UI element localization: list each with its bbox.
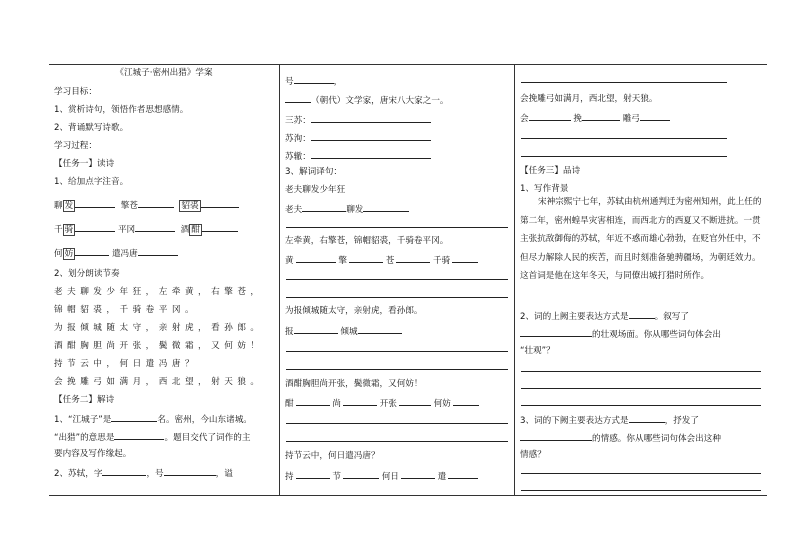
poem-line-5: 持节云中，何日遣冯唐？ — [54, 359, 199, 369]
worksheet-page — [49, 64, 767, 496]
q2-line-4: 2、苏轼，字 ，号 ，谥 — [54, 466, 275, 480]
blank[interactable] — [453, 396, 479, 406]
q3-2-line-2: 的壮观场面。你从哪些词句体会出 — [520, 327, 763, 341]
poem-line-3: 为报倾城随太守，亲射虎，看孙郎。 — [285, 306, 423, 316]
blank[interactable] — [138, 246, 178, 256]
column-left — [49, 65, 280, 495]
era-line: （朝代）文学家，唐宋八大家之一。 — [285, 93, 510, 107]
translate-question: 3、解词译句： — [285, 167, 343, 177]
column-middle — [280, 65, 515, 495]
poem-line-1: 老夫聊发少年狂，左牵黄，右擎苍， — [54, 287, 264, 297]
task2-heading: 【任务二】解诗 — [54, 395, 115, 405]
blank[interactable] — [294, 74, 334, 84]
blank[interactable] — [343, 396, 377, 406]
poem-line-4: 酒酣胸胆尚开张，鬓微霜，又何妨！ — [54, 341, 264, 351]
q3-3-line-2: 的情感。你从哪些词句体会出这种 — [520, 431, 763, 445]
words-line-5: 持 节 何日 遣 — [285, 469, 510, 483]
blank[interactable] — [452, 253, 478, 263]
poem-line-4: 酒酣胸胆尚开张，鬓微霜，又何妨！ — [285, 379, 423, 389]
blank[interactable] — [294, 324, 338, 334]
poem-line-6: 会挽雕弓如满月，西北望，射天狼。 — [54, 377, 264, 387]
answer-line[interactable] — [521, 473, 761, 474]
blank[interactable] — [396, 253, 430, 263]
answer-line[interactable] — [521, 405, 761, 406]
answer-line[interactable] — [286, 369, 508, 370]
answer-line[interactable] — [521, 82, 727, 83]
blank[interactable] — [102, 466, 146, 476]
blank[interactable] — [311, 131, 431, 141]
answer-line[interactable] — [286, 227, 508, 228]
answer-line[interactable] — [521, 138, 727, 139]
answer-line[interactable] — [286, 423, 508, 424]
background-text: 宋神宗熙宁七年，苏轼由杭州通判迁为密州知州，此上任的第二年，密州蝗旱灾害相连，而西北方的西夏又不断进扰。一贯主张抗敌御侮的苏轼，年近不惑而雄心勃勃，在贬官外任中，不但尽力解除人民的疾苦，而且时刻准备驰骋疆场，为朝廷效力。这首词是他在这年冬天，与同僚出城打猎时所作。 — [520, 197, 762, 281]
blank[interactable] — [582, 111, 620, 121]
sansu-line: 三苏： — [285, 113, 510, 127]
answer-line[interactable] — [521, 388, 761, 389]
answer-line[interactable] — [521, 156, 727, 157]
answer-line[interactable] — [521, 490, 761, 491]
words-line-4: 酣 尚 开张 何妨 — [285, 396, 510, 410]
blank[interactable] — [349, 253, 383, 263]
pinyin-row-2: 千 骑 平冈 酒 酣 — [54, 222, 275, 236]
blank[interactable] — [311, 149, 431, 159]
pinyin-row-1: 聊 发 擎苍 貂裘 — [54, 198, 275, 212]
q3-3-line-1: 3、词的下阙主要表达方式是 ，抒发了 — [520, 413, 763, 427]
poem-line-2: 锦帽貂裘，千骑卷平冈。 — [54, 305, 199, 315]
answer-line[interactable] — [286, 441, 508, 442]
dotted-char: 貂裘 — [181, 201, 199, 211]
blank[interactable] — [399, 396, 431, 406]
dotted-char: 发 — [64, 201, 74, 211]
blank[interactable] — [629, 413, 665, 423]
blank[interactable] — [75, 198, 115, 208]
blank[interactable] — [164, 466, 216, 476]
blank[interactable] — [302, 202, 346, 212]
poem-line-3: 为报倾城随太守，亲射虎，看孙郎。 — [54, 323, 264, 333]
blank[interactable] — [138, 198, 174, 208]
blank[interactable] — [520, 327, 592, 337]
dotted-char: 妨 — [64, 249, 74, 259]
blank[interactable] — [135, 222, 175, 232]
poem-line-2: 左牵黄，右擎苍，锦帽貂裘，千骑卷平冈。 — [285, 236, 449, 246]
background-heading: 1、写作背景 — [520, 184, 569, 194]
blank[interactable] — [529, 111, 571, 121]
suzhe-line: 苏辙： — [285, 149, 510, 163]
dotted-char: 酣 — [191, 225, 200, 235]
poem-line-6: 会挽雕弓如满月，西北望，射天狼。 — [520, 94, 658, 104]
words-line-1: 老夫 聊发 — [285, 202, 510, 216]
rhythm-question: 2、划分朗读节奏 — [54, 269, 120, 279]
q3-2-line-3: “壮观”？ — [520, 346, 555, 356]
blank[interactable] — [111, 412, 157, 422]
blank[interactable] — [75, 222, 115, 232]
task1-heading: 【任务一】读诗 — [54, 159, 115, 169]
worksheet-title: 《江城子·密州出猎》学案 — [115, 68, 213, 78]
goals-heading: 学习目标： — [54, 87, 97, 97]
blank[interactable] — [448, 469, 478, 479]
words-line-2: 黄 擎 苍 千骑 — [285, 253, 510, 267]
answer-line[interactable] — [286, 297, 508, 298]
blank[interactable] — [343, 469, 379, 479]
answer-line[interactable] — [286, 351, 508, 352]
q2-line-1: 1、“江城子”是 名。密州，今山东诸城。 — [54, 412, 275, 426]
words-line-6: 会 挽 雕弓 — [520, 111, 763, 125]
blank[interactable] — [363, 202, 409, 212]
process-heading: 学习过程： — [54, 141, 97, 151]
blank[interactable] — [114, 430, 164, 440]
q3-2-line-1: 2、词的上阙主要表达方式是 。叙写了 — [520, 309, 763, 323]
answer-line[interactable] — [286, 279, 508, 280]
task3-heading: 【任务三】品诗 — [520, 166, 581, 176]
column-right — [515, 65, 767, 495]
pinyin-row-3: 何 妨 遣冯唐 — [54, 246, 275, 260]
suxun-line: 苏洵： — [285, 131, 510, 145]
blank[interactable] — [296, 253, 336, 263]
blank[interactable] — [520, 431, 592, 441]
blank[interactable] — [358, 324, 402, 334]
goal-1: 1、赏析诗句，领悟作者思想感情。 — [54, 105, 189, 115]
poem-line-1: 老夫聊发少年狂 — [285, 185, 346, 195]
words-line-3: 报 倾城 — [285, 324, 510, 338]
blank[interactable] — [75, 246, 109, 256]
hao-line: 号 ， — [285, 74, 510, 88]
pinyin-question: 1、给加点字注音。 — [54, 177, 129, 187]
blank[interactable] — [311, 113, 431, 123]
blank[interactable] — [296, 469, 330, 479]
blank[interactable] — [629, 309, 655, 319]
blank[interactable] — [296, 396, 330, 406]
blank[interactable] — [285, 93, 311, 103]
dotted-char: 骑 — [64, 225, 74, 235]
poem-line-5: 持节云中，何日遣冯唐？ — [285, 451, 380, 461]
q3-3-line-3: 情感？ — [520, 450, 546, 460]
q2-line-2: “出猎”的意思是 。题目交代了词作的主 — [54, 430, 275, 444]
blank[interactable] — [640, 111, 670, 121]
blank[interactable] — [202, 222, 238, 232]
blank[interactable] — [401, 469, 435, 479]
goal-2: 2、背诵默写诗歌。 — [54, 123, 129, 133]
answer-line[interactable] — [521, 371, 761, 372]
q2-line-3: 要内容及写作缘起。 — [54, 449, 132, 459]
blank[interactable] — [201, 198, 239, 208]
